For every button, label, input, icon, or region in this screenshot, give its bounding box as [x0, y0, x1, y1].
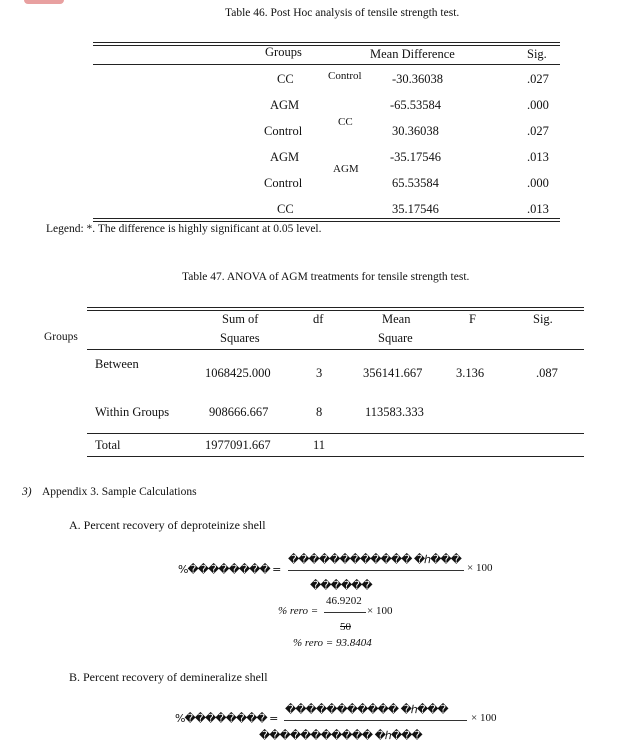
table46-ref-agm: AGM	[333, 163, 359, 175]
table47-total-rule	[87, 433, 584, 434]
table47-row-within-df: 8	[316, 405, 323, 419]
table47-header-ss-line1: Sum of	[222, 312, 259, 326]
table47-row-between-df: 3	[316, 366, 323, 380]
section-a-eq2-fraction-bar	[324, 612, 366, 613]
section-b-eq1-fraction-bar	[284, 720, 467, 721]
table46-top-rule-2	[93, 45, 560, 46]
section-a-eq1-fraction-bar	[288, 570, 464, 571]
section-b-eq1-denominator: ����������� �ℎ���	[259, 729, 422, 742]
table47-row-total-df: 11	[313, 438, 326, 452]
table46-header-rule	[93, 64, 560, 65]
table46-row1-sig: .027	[527, 72, 549, 86]
table47-row-within-ms: 113583.333	[365, 405, 424, 419]
table47-top-rule	[87, 307, 584, 308]
table46-row3-mean: 30.36038	[392, 124, 439, 138]
table47-row-total-label: Total	[95, 438, 121, 452]
section-b-title: B. Percent recovery of demineralize shell	[69, 670, 268, 684]
table46-row5-sig: .000	[527, 176, 549, 190]
table46-row2-sig: .000	[527, 98, 549, 112]
table47-row-total-ss: 1977091.667	[205, 438, 271, 452]
table47-row-between-f: 3.136	[456, 366, 485, 380]
table47-bottom-rule	[87, 456, 584, 457]
table46-row6-mean: 35.17546	[392, 202, 439, 216]
table46-row3-group: Control	[264, 124, 303, 138]
table46-caption: Table 46. Post Hoc analysis of tensile strength test.	[225, 7, 460, 19]
table47-row-between-ms: 356141.667	[363, 366, 423, 380]
table46-row5-mean: 65.53584	[392, 176, 439, 190]
table46-bottom-rule	[93, 218, 560, 219]
appendix-title: Appendix 3. Sample Calculations	[42, 486, 197, 498]
section-b-eq1-lhs: %�������� =	[175, 712, 278, 725]
table46-row1-mean: -30.36038	[392, 72, 444, 86]
section-a-title: A. Percent recovery of deproteinize shell	[69, 518, 266, 532]
table47-header-f: F	[469, 312, 476, 326]
table47-header-sig: Sig.	[533, 312, 553, 326]
table46-row4-mean: -35.17546	[390, 150, 442, 164]
table46-row6-group: CC	[277, 202, 294, 216]
table47-header-df: df	[313, 312, 324, 326]
table46-bottom-rule-2	[93, 221, 560, 222]
section-a-eq2-lhs: % rero =	[278, 605, 319, 617]
logo-fragment	[24, 0, 64, 4]
table46-header-groups: Groups	[265, 45, 302, 59]
table47-row-within-ss: 908666.667	[209, 405, 269, 419]
table47-row-within-label: Within Groups	[95, 405, 170, 419]
table46-row5-group: Control	[264, 176, 303, 190]
section-a-eq2-denominator: 50	[340, 621, 351, 633]
table46-row6-sig: .013	[527, 202, 549, 216]
table46-header-mean-difference: Mean Difference	[370, 47, 455, 61]
appendix-number: 3)	[22, 486, 32, 498]
table46-ref-cc: CC	[338, 116, 353, 128]
section-a-eq1-denominator: ������	[310, 579, 372, 592]
table47-row-between-sig: .087	[536, 366, 558, 380]
table47-header-rule	[87, 349, 584, 350]
table47-top-rule-2	[87, 310, 584, 311]
table47-header-groups: Groups	[44, 331, 78, 343]
table46-legend: Legend: *. The difference is highly significant at 0.05 level.	[46, 223, 322, 235]
table47-caption: Table 47. ANOVA of AGM treatments for tensile strength test.	[182, 271, 470, 283]
section-a-result: % rero = 93.8404	[293, 637, 372, 649]
table46-header-sig: Sig.	[527, 47, 547, 61]
table47-row-between-label: Between	[95, 357, 139, 371]
table46-row4-sig: .013	[527, 150, 549, 164]
table47-header-ss-line2: Squares	[220, 331, 260, 345]
table46-row4-group: AGM	[270, 150, 300, 164]
table46-row1-group: CC	[277, 72, 294, 86]
section-a-eq1-multiplier: × 100	[467, 562, 493, 574]
table46-top-rule	[93, 42, 560, 43]
section-a-eq1-numerator: ������������ �ℎ���	[288, 553, 461, 566]
section-b-eq1-multiplier: × 100	[471, 712, 497, 724]
section-a-eq2-multiplier: × 100	[367, 605, 393, 617]
table46-row2-mean: -65.53584	[390, 98, 442, 112]
section-b-eq1-numerator: ����������� �ℎ���	[285, 703, 448, 716]
table46-ref-control: Control	[328, 70, 362, 82]
table47-row-between-ss: 1068425.000	[205, 366, 271, 380]
table47-header-ms-line2: Square	[378, 331, 413, 345]
table47-header-ms-line1: Mean	[382, 312, 411, 326]
section-a-eq2-numerator: 46.9202	[326, 595, 362, 607]
section-a-eq1-lhs: %�������� =	[178, 563, 281, 576]
table46-row3-sig: .027	[527, 124, 549, 138]
table46-row2-group: AGM	[270, 98, 300, 112]
